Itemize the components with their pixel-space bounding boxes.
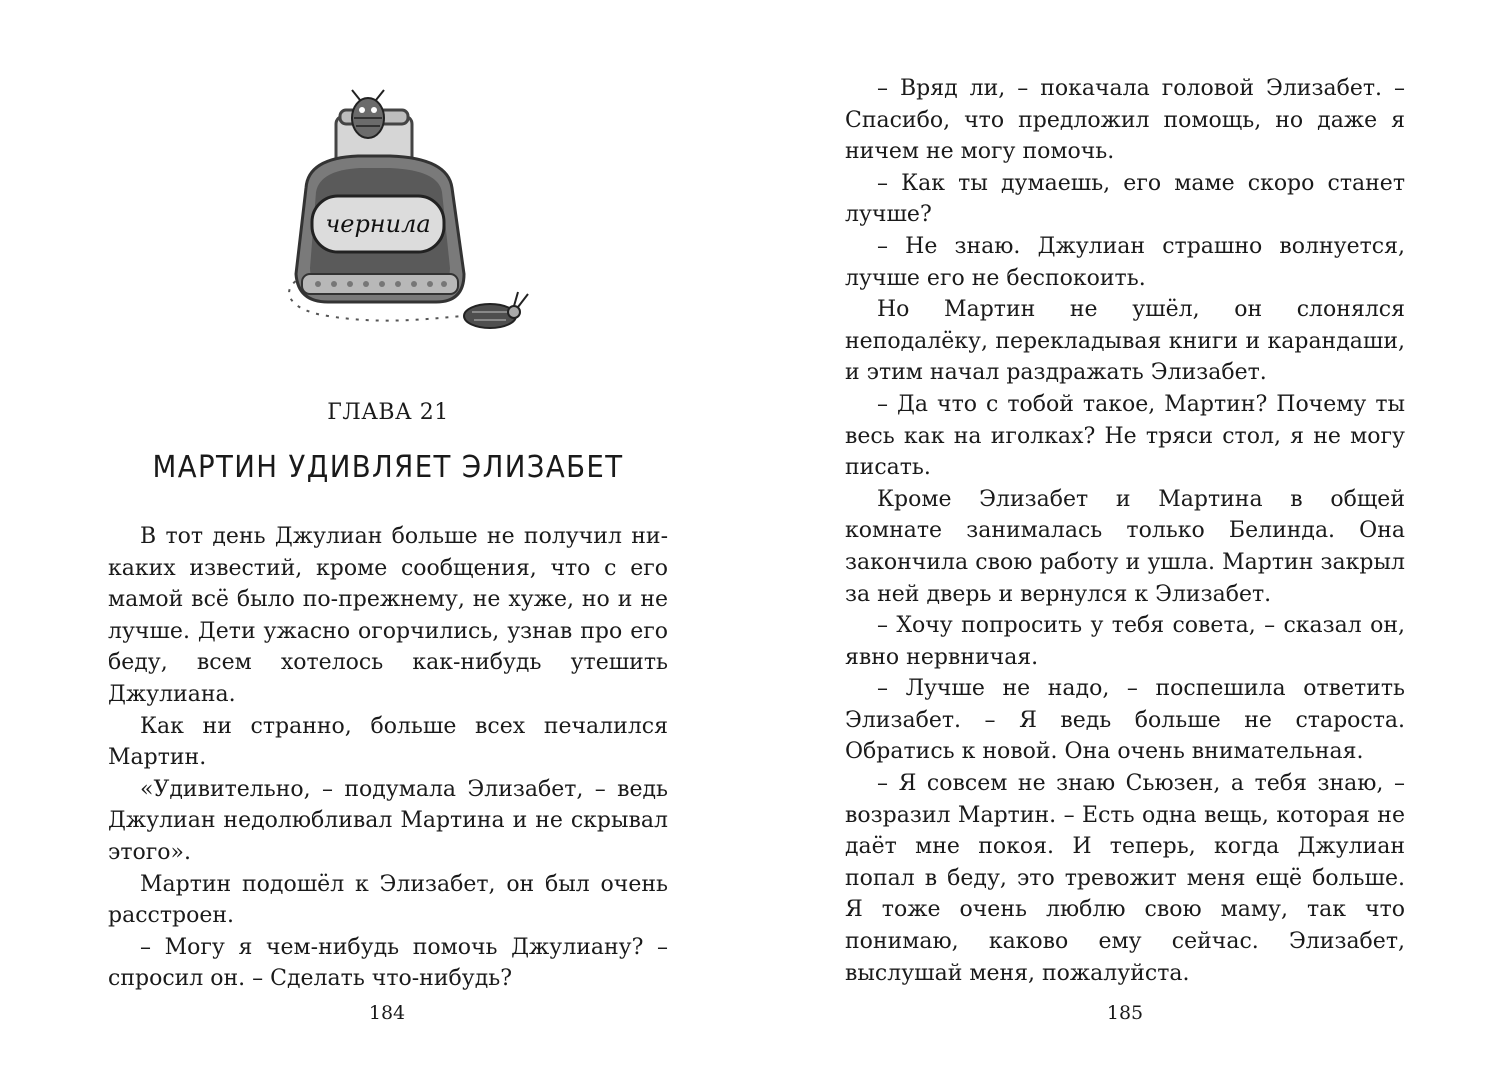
page-number-right: 185 <box>1106 1002 1144 1024</box>
paragraph: Но Мартин не ушёл, он слонялся неподалёку, перекладывая книги и карандаши, и этим начал раздражать Элизабет. <box>845 297 1405 386</box>
paragraph: – Вряд ли, – покачала головой Элизабет. – Спасибо, что предложил помощь, но даже я ничем не могу помочь. <box>845 76 1405 165</box>
right-page-text <box>845 73 1405 989</box>
paragraph: Как ни странно, больше всех печалился Мартин. <box>108 713 668 771</box>
right-page <box>755 0 1511 1080</box>
paragraph: – Лучше не надо, – поспешила ответить Элизабет. – Я ведь больше не староста. Обратись к новой. Она очень внимательная. <box>845 676 1405 765</box>
paragraph: «Удивительно, – подумала Элизабет, – ведь Джулиан недолюбливал Мартина и не скрывал этого». <box>108 776 668 865</box>
bug-on-bottle-icon <box>352 90 384 138</box>
paragraph: Мартин подошёл к Элизабет, он был очень расстроен. <box>108 871 668 929</box>
paragraph: – Не знаю. Джулиан страшно волнуется, лучше его не беспокоить. <box>845 233 1405 291</box>
paragraph: – Как ты думаешь, его маме скоро станет лучше? <box>845 170 1405 228</box>
paragraph: – Да что с тобой такое, Мартин? Почему ты весь как на иголках? Не тряси стол, я не могу писать. <box>845 391 1405 481</box>
ink-bottle-illustration <box>268 88 558 338</box>
paragraph: В тот день Джулиан больше не получил никаких известий, кроме сообщения, что с его мамой всё было по-прежнему, не хуже, но и не лучше. Дети ужасно огорчились, узнав про его беду, всем хотелось как-нибудь утешить Джулиана. <box>108 524 668 707</box>
paragraph: Кроме Элизабет и Мартина в общей комнате занималась только Белинда. Она закончила свою работу и ушла. Мартин закрыл за ней дверь и вернулся к Элизабет. <box>845 486 1405 607</box>
bottle-label-text: чернила <box>325 210 431 238</box>
left-page <box>0 0 755 1080</box>
paragraph: – Хочу попросить у тебя совета, – сказал он, явно нервничая. <box>845 613 1405 670</box>
page-number-left: 184 <box>368 1002 406 1024</box>
paragraph: – Я совсем не знаю Сьюзен, а тебя знаю, – возразил Мартин. – Есть одна вещь, которая не даёт мне покоя. И теперь, когда Джулиан попал в беду, это тревожит меня ещё больше. Я тоже очень люблю свою маму, так что понимаю, каково ему сейчас. Элизабет, выслушай меня, пожалуйста. <box>845 771 1405 986</box>
paragraph: – Могу я чем-нибудь помочь Джулиану? – спросил он. – Сделать что-нибудь? <box>108 934 668 992</box>
chapter-number: ГЛАВА 21 <box>327 400 449 425</box>
chapter-title: МАРТИН УДИВЛЯЕТ ЭЛИЗАБЕТ <box>152 450 624 485</box>
left-page-text <box>108 521 668 995</box>
bug-on-ground-icon <box>464 292 528 328</box>
